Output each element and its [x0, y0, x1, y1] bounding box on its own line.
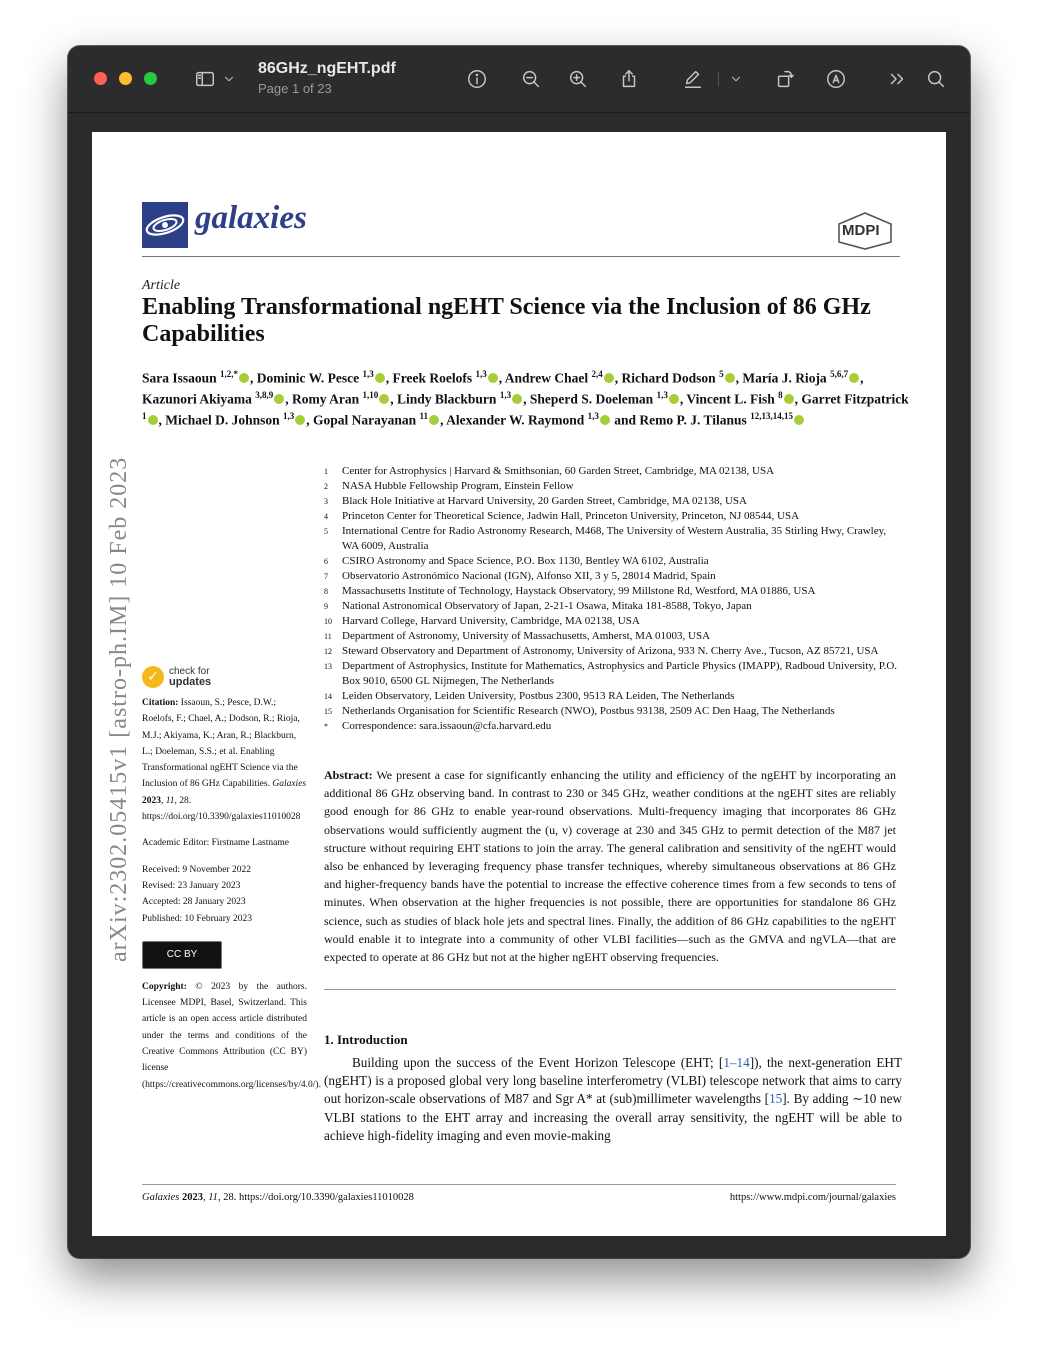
markup-menu-button[interactable] — [727, 66, 745, 92]
check-for-updates-badge[interactable] — [142, 666, 211, 688]
affiliation-item — [324, 599, 904, 614]
info-button[interactable] — [464, 66, 490, 92]
author-affiliation-ref: 3,8,9 — [255, 390, 274, 400]
affiliation-text: Princeton Center for Theoretical Science, Jadwin Hall, Princeton University, Princeton, NJ 08544, USA — [342, 510, 800, 522]
document-title: 86GHz_ngEHT.pdf — [258, 60, 396, 77]
author-separator: , — [735, 370, 743, 386]
author-separator: , — [250, 370, 257, 386]
author-name: Alexander W. Raymond — [446, 412, 588, 428]
affiliation-text: Leiden Observatory, Leiden University, Postbus 2300, 9513 RA Leiden, The Netherlands — [342, 690, 735, 702]
footer-url[interactable]: https://www.mdpi.com/journal/galaxies — [729, 1192, 896, 1203]
affiliation-text: International Centre for Radio Astronomy Research, M468, The University of Western Australia, 35 Stirling Hwy, Crawley, WA 6009, Australia — [342, 525, 887, 552]
affiliation-text: Harvard College, Harvard University, Cambridge, MA 02138, USA — [342, 615, 640, 627]
article-type: Article — [142, 278, 181, 293]
orcid-icon[interactable] — [488, 373, 498, 383]
galaxy-icon — [142, 202, 188, 248]
author-affiliation-ref: 5,6,7 — [830, 369, 849, 379]
author-affiliation-ref: 1,10 — [362, 390, 379, 400]
sidebar-icon — [194, 68, 216, 90]
chevron-down-icon — [222, 72, 236, 86]
author-affiliation-ref: 2,4 — [591, 369, 603, 379]
annotate-button[interactable] — [823, 66, 849, 92]
author-name: Freek Roelofs — [392, 370, 476, 386]
affiliation-text: Department of Astronomy, University of Massachusetts, Amherst, MA 01003, USA — [342, 630, 711, 642]
share-button[interactable] — [616, 66, 642, 92]
rotate-icon — [774, 68, 796, 90]
affiliation-text: Correspondence: sara.issaoun@cfa.harvard.edu — [342, 720, 552, 732]
orcid-icon[interactable] — [274, 394, 284, 404]
affiliation-number: 5 — [324, 527, 328, 536]
cc-license-badge[interactable]: CC BY — [142, 941, 222, 969]
affiliation-number: 7 — [324, 572, 328, 581]
footer-citation: Galaxies 2023, 11, 28. https://doi.org/10.3390/galaxies11010028 — [142, 1192, 414, 1203]
annotate-icon — [825, 68, 847, 90]
copyright: Copyright: © 2023 by the authors. Licensee MDPI, Basel, Switzerland. This article is an open access article distributed under the terms and conditions of the Creative Commons Attribution (CC BY) license (https://creativecommons.org/licenses/by/4.0/). — [142, 981, 321, 1090]
orcid-icon[interactable] — [604, 373, 614, 383]
publisher-name: MDPI — [842, 222, 880, 239]
check-icon: ✓ — [142, 666, 164, 688]
affiliation-number: 12 — [324, 647, 332, 656]
author-affiliation-ref: 1,2,* — [220, 369, 239, 379]
academic-editor: Academic Editor: Firstname Lastname — [142, 838, 289, 849]
author-name: Romy Aran — [292, 391, 363, 407]
affiliation-item — [324, 524, 904, 554]
author-affiliation-ref: 11 — [419, 411, 429, 421]
affiliation-text: Observatorio Astronómico Nacional (IGN), Alfonso XII, 3 y 5, 28014 Madrid, Spain — [342, 570, 716, 582]
affiliation-number: 4 — [324, 512, 328, 521]
close-window-button[interactable] — [94, 72, 107, 85]
author-name: María J. Rioja — [742, 370, 831, 386]
orcid-icon[interactable] — [239, 373, 249, 383]
affiliation-item — [324, 689, 904, 704]
affiliation-item — [324, 584, 904, 599]
footer-rule — [142, 1184, 896, 1185]
affiliation-text: Center for Astrophysics | Harvard & Smithsonian, 60 Garden Street, Cambridge, MA 02138, USA — [342, 465, 775, 477]
author-list — [142, 366, 912, 429]
orcid-icon[interactable] — [379, 394, 389, 404]
affiliation-item — [324, 494, 904, 509]
check-line1: check for — [169, 665, 210, 677]
author-name: Richard Dodson — [621, 370, 720, 386]
affiliation-number: 10 — [324, 617, 332, 626]
received-date: Received: 9 November 2022 — [142, 864, 251, 875]
orcid-icon[interactable] — [600, 415, 610, 425]
author-separator: , — [523, 391, 530, 407]
affiliation-item — [324, 644, 904, 659]
affiliation-number: 2 — [324, 482, 328, 491]
published-date: Published: 10 February 2023 — [142, 913, 253, 924]
affiliation-number: 3 — [324, 497, 328, 506]
author-separator: , — [390, 391, 398, 407]
page-indicator: Page 1 of 23 — [258, 81, 332, 96]
author-separator: , — [285, 391, 293, 407]
sidebar-menu-button[interactable] — [220, 66, 238, 92]
zoom-in-icon — [567, 68, 589, 90]
author-separator: , — [794, 391, 802, 407]
abstract-text: We present a case for significantly enhancing the utility and efficiency of the ngEHT by incorporating an additional 86 GHz observing band. In contrast to 230 or 345 GHz, weather conditions at the ngEHT sites are reliably good enough for 86 GHz to enable year-round observations. Multi-frequency imaging that incorporates 86 GHz observations would sufficiently augment the (u, v) coverage at 230 and 345 GHz to permit detection of the M87 jet structure without requiring EHT stations to join the array. The general calibration and sensitivity of the ngEHT would also be enhanced by leveraging frequency phase transfer techniques, whereby simultaneous observations at 86 GHz and higher-frequency bands have the potential to increase the effective coherence times from a few seconds to tens of minutes. When observation at the higher frequencies is not possible, there are opportunities for standalone 86 GHz science, such as studies of black hole jets and spectral lines. Finally, the addition of 86 GHz capabilities to the ngEHT would enable it to integrate into a community of other VLBI facilities—such as the GMVA and ngVLA—that are expected to operate at 86 GHz but not at the higher ngEHT observing frequencies. — [324, 768, 896, 965]
abstract-rule — [324, 989, 896, 990]
author-name: Lindy Blackburn — [397, 391, 500, 407]
affiliation-text: Department of Astrophysics, Institute for Mathematics, Astrophysics and Particle Physics (IMAPP), Radboud University, P.O. Box 9010, 6500 GL Nijmegen, The Netherlands — [342, 660, 898, 687]
orcid-icon[interactable] — [375, 373, 385, 383]
more-icon — [886, 68, 908, 90]
affiliation-item — [324, 704, 904, 719]
affiliation-text: Steward Observatory and Department of Astronomy, University of Arizona, 933 N. Cherry Ave., Tucson, AZ 85721, USA — [342, 645, 879, 657]
affiliations — [324, 464, 904, 734]
author-name: Sara Issaoun — [142, 370, 221, 386]
affiliation-text: Black Hole Initiative at Harvard University, 20 Garden Street, Cambridge, MA 02138, USA — [342, 495, 747, 507]
chevron-down-icon — [729, 72, 743, 86]
affiliation-item — [324, 719, 904, 734]
affiliation-item — [324, 479, 904, 494]
author-separator: , — [614, 370, 622, 386]
author-separator: , — [498, 370, 505, 386]
intro-paragraph: Building upon the success of the Event Horizon Telescope (EHT; [1–14]), the next-generation EHT (ngEHT) is a proposed global very long baseline interferometry (VLBI) telescope network that aims to carry out horizon-scale observations of M87 and Sgr A* at (sub)millimeter wavelengths [15]. By adding ∼10 new VLBI stations to the EHT array and increasing the overall array sensitivity, the ngEHT will be able to achieve high-fidelity imaging and even movie-making — [324, 1055, 903, 1143]
zoom-window-button[interactable] — [144, 72, 157, 85]
revised-date: Revised: 23 January 2023 — [142, 880, 241, 891]
affiliation-number: 9 — [324, 602, 328, 611]
affiliation-number: 1 — [324, 467, 328, 476]
author-separator: , — [860, 370, 864, 386]
affiliation-number: 14 — [324, 692, 332, 701]
citation: Citation: Issaoun, S.; Pesce, D.W.; Roelofs, F.; Chael, A.; Dodson, R.; Rioja, M.J.; Akiyama, K.; Aran, R.; Blackburn, L.; Doeleman, S.S.; et al. Enabling Transformational ngEHT Science via the Inclusion of 86 GHz Capabilities. Galaxies 2023, 11, 28. https://doi.org/10.3390/galaxies11010028 — [142, 698, 307, 823]
more-tools-button[interactable] — [884, 66, 910, 92]
affiliation-number: * — [324, 722, 328, 731]
orcid-icon[interactable] — [794, 415, 804, 425]
markup-pen-icon — [682, 68, 704, 90]
search-icon — [925, 68, 947, 90]
author-name: Kazunori Akiyama — [142, 391, 256, 407]
zoom-in-button[interactable] — [565, 66, 591, 92]
affiliation-number: 13 — [324, 662, 332, 671]
orcid-icon[interactable] — [784, 394, 794, 404]
affiliation-number: 11 — [324, 632, 332, 641]
citation-link[interactable]: 15 — [769, 1091, 783, 1107]
author-affiliation-ref: 1,3 — [656, 390, 668, 400]
affiliation-text: Netherlands Organisation for Scientific Research (NWO), Postbus 93138, 2509 AC Den Haag, The Netherlands — [342, 705, 835, 717]
affiliation-item — [324, 554, 904, 569]
author-affiliation-ref: 1,3 — [499, 390, 512, 400]
arxiv-stamp: arXiv:2302.05415v1 [astro-ph.IM] 10 Feb 2023 — [106, 456, 132, 962]
section-heading: 1. Introduction — [324, 1032, 408, 1047]
journal-logo — [142, 202, 188, 248]
preview-window — [68, 46, 970, 1258]
orcid-icon[interactable] — [429, 415, 439, 425]
affiliation-number: 8 — [324, 587, 328, 596]
header-rule — [142, 256, 900, 257]
accepted-date: Accepted: 28 January 2023 — [142, 897, 246, 908]
author-affiliation-ref: 1,3 — [475, 369, 487, 379]
title-bar — [68, 46, 970, 113]
orcid-icon[interactable] — [512, 394, 522, 404]
pdf-page — [92, 132, 946, 1236]
author-affiliation-ref: 8 — [778, 390, 783, 400]
paper-title: Enabling Transformational ngEHT Science via the Inclusion of 86 GHz Capabilities — [142, 294, 871, 347]
author-name: Sheperd S. Doeleman — [529, 391, 657, 407]
affiliation-text: CSIRO Astronomy and Space Science, P.O. Box 1130, Bentley WA 6102, Australia — [342, 555, 709, 567]
orcid-icon[interactable] — [849, 373, 859, 383]
author-name: Michael D. Johnson — [165, 412, 284, 428]
affiliation-item — [324, 509, 904, 524]
citation-link[interactable]: 1–14 — [723, 1055, 750, 1070]
author-affiliation-ref: 1,3 — [283, 411, 295, 421]
affiliation-text: NASA Hubble Fellowship Program, Einstein Fellow — [342, 480, 574, 492]
affiliation-item — [324, 464, 904, 479]
author-affiliation-ref: 1,3 — [587, 411, 599, 421]
zoom-out-icon — [520, 68, 542, 90]
rotate-button[interactable] — [772, 66, 798, 92]
markup-button[interactable] — [680, 66, 706, 92]
sidebar-metadata — [142, 695, 321, 1103]
author-separator: and — [610, 412, 640, 428]
author-name: Andrew Chael — [504, 370, 592, 386]
affiliation-item — [324, 629, 904, 644]
affiliation-text: Massachusetts Institute of Technology, Haystack Observatory, 99 Millstone Rd, Westford, MA 01886, USA — [342, 585, 816, 597]
author-affiliation-ref: 12,13,14,15 — [750, 411, 793, 421]
author-name: Remo P. J. Tilanus — [639, 412, 751, 428]
author-separator: , — [385, 370, 393, 386]
author-name: Dominic W. Pesce — [256, 370, 363, 386]
orcid-icon[interactable] — [725, 373, 735, 383]
affiliation-text: National Astronomical Observatory of Japan, 2-21-1 Osawa, Mitaka 181-8588, Tokyo, Japan — [342, 600, 752, 612]
info-icon — [466, 68, 488, 90]
affiliation-item — [324, 659, 904, 689]
author-affiliation-ref: 1,3 — [362, 369, 374, 379]
toolbar-divider — [718, 72, 719, 86]
search-button[interactable] — [923, 66, 949, 92]
affiliation-number: 15 — [324, 707, 332, 716]
affiliation-item — [324, 569, 904, 584]
author-name: Vincent L. Fish — [686, 391, 779, 407]
sidebar-toggle-button[interactable] — [192, 66, 218, 92]
affiliation-item — [324, 614, 904, 629]
minimize-window-button[interactable] — [119, 72, 132, 85]
publisher-logo — [836, 212, 894, 250]
orcid-icon[interactable] — [295, 415, 305, 425]
share-icon — [618, 68, 640, 90]
author-affiliation-ref: 1 — [142, 411, 147, 421]
abstract-label: Abstract: — [324, 768, 373, 782]
author-name: Gopal Narayanan — [313, 412, 420, 428]
orcid-icon[interactable] — [148, 415, 158, 425]
author-separator: , — [306, 412, 314, 428]
zoom-out-button[interactable] — [518, 66, 544, 92]
abstract — [324, 766, 896, 966]
journal-name: galaxies — [195, 200, 307, 236]
author-separator: , — [440, 412, 447, 428]
author-separator: , — [679, 391, 687, 407]
author-separator: , — [158, 412, 166, 428]
author-affiliation-ref: 5 — [719, 369, 724, 379]
author-name: Garret Fitzpatrick — [801, 391, 909, 407]
orcid-icon[interactable] — [669, 394, 679, 404]
affiliation-number: 6 — [324, 557, 328, 566]
check-line2: updates — [169, 675, 212, 688]
